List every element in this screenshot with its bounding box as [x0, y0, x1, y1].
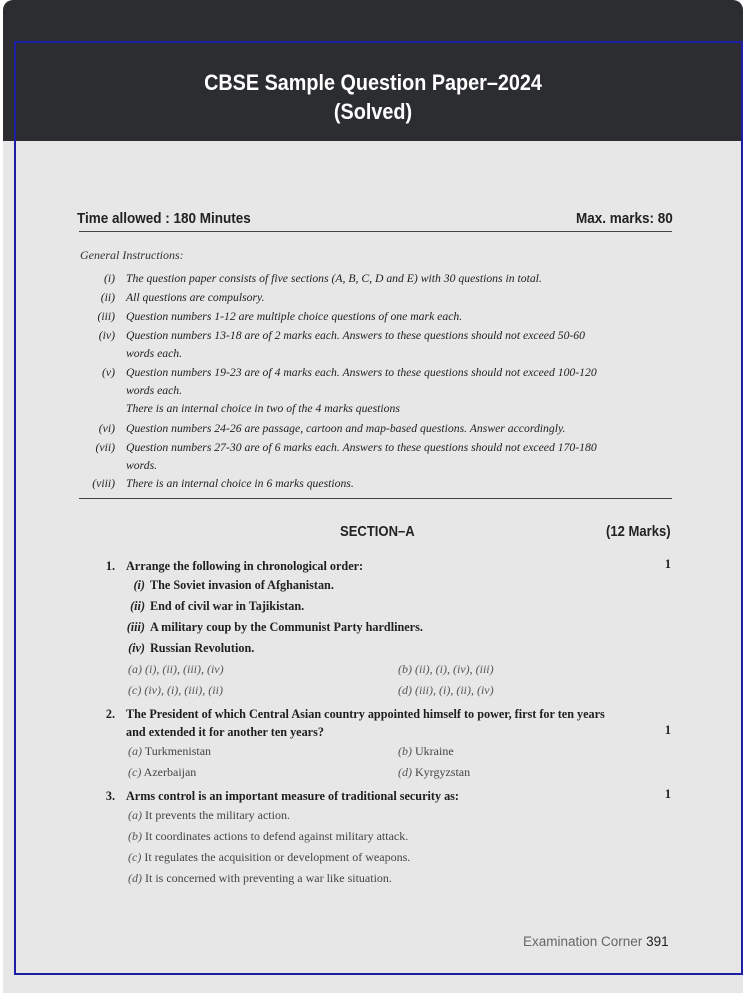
max-marks: Max. marks: 80 [576, 210, 673, 227]
page-title [40, 68, 706, 126]
instruction-item [79, 420, 673, 438]
q1-opt-a: (i), (ii), (iii), (iv) [145, 662, 224, 676]
q1-item-1-num: (i) [133, 578, 145, 592]
q2-opt-d: Kyrgyzstan [415, 765, 471, 779]
page-footer [523, 934, 669, 949]
general-instructions-label: General Instructions: [80, 248, 184, 262]
q1-mark: 1 [664, 557, 671, 571]
page-number: 391 [646, 934, 669, 949]
q2-line-1: The President of which Central Asian country appointed himself to power, first for ten years [126, 707, 605, 721]
instruction-item [79, 439, 673, 475]
instruction-item [79, 475, 673, 493]
q2-mark: 1 [664, 723, 671, 737]
instruction-item [79, 364, 673, 418]
q3-opt-b-label: (b) [128, 829, 142, 843]
q1-number: 1. [105, 559, 115, 573]
instruction-number: (viii) [92, 477, 115, 490]
q3-opt-a-label: (a) [128, 808, 142, 822]
q2-opt-a-label: (a) [128, 744, 142, 758]
instruction-text: words. [126, 459, 158, 472]
q3-text: Arms control is an important measure of traditional security as: [126, 789, 459, 803]
instruction-text: Question numbers 19-23 are of 4 marks each. Answers to these questions should not exceed 100-120 [126, 366, 597, 379]
instruction-number: (v) [102, 366, 115, 379]
q3-opt-c-label: (c) [128, 850, 142, 864]
section-title: SECTION–A [340, 524, 415, 540]
q1-opt-c-label: (c) [128, 683, 142, 697]
bottom-rule [79, 498, 672, 499]
q2-opt-d-label: (d) [398, 765, 412, 779]
instruction-text: Question numbers 24-26 are passage, cartoon and map-based questions. Answer accordingly. [126, 422, 566, 435]
q1-item-4-num: (iv) [128, 641, 145, 655]
instruction-number: (i) [103, 272, 115, 285]
q1-item-2-num: (ii) [130, 599, 145, 613]
q1-opt-a-label: (a) [128, 662, 142, 676]
q2-number: 2. [105, 707, 115, 721]
q1-item-2: End of civil war in Tajikistan. [150, 599, 305, 613]
instruction-text: words each. [126, 347, 183, 360]
instruction-item [79, 270, 673, 288]
q2-opt-a: Turkmenistan [144, 744, 212, 758]
instruction-item [79, 327, 673, 363]
instruction-item [79, 308, 673, 326]
q1-item-1: The Soviet invasion of Afghanistan. [150, 578, 334, 592]
q1-opt-b: (ii), (i), (iv), (iii) [415, 662, 494, 676]
time-allowed: Time allowed : 180 Minutes [77, 210, 251, 227]
instruction-text: words each. [126, 384, 183, 397]
footer-label: Examination Corner [523, 934, 643, 949]
q3-mark: 1 [664, 787, 671, 801]
instruction-item [79, 289, 673, 307]
top-rule [79, 231, 672, 232]
instruction-text: Question numbers 27-30 are of 6 marks each. Answers to these questions should not exceed 170-180 [126, 441, 597, 454]
q1-item-4: Russian Revolution. [150, 641, 255, 655]
q1-item-3-num: (iii) [126, 620, 145, 634]
instruction-number: (vii) [95, 441, 115, 454]
q3-opt-c: It regulates the acquisition or development of weapons. [144, 850, 411, 864]
q1-opt-d-label: (d) [398, 683, 412, 697]
q3-opt-d: It is concerned with preventing a war like situation. [145, 871, 392, 885]
title-line-1: CBSE Sample Question Paper–2024 [204, 70, 542, 95]
q2-opt-b-label: (b) [398, 744, 412, 758]
instruction-number: (ii) [100, 291, 115, 304]
q3-opt-d-label: (d) [128, 871, 142, 885]
instruction-text: All questions are compulsory. [126, 291, 265, 304]
q3-opt-b: It coordinates actions to defend against military attack. [145, 829, 409, 843]
instruction-text: The question paper consists of five sections (A, B, C, D and E) with 30 questions in total. [126, 272, 542, 285]
instruction-text: There is an internal choice in two of the 4 marks questions [126, 402, 400, 415]
q3-opt-a: It prevents the military action. [145, 808, 290, 822]
instruction-text: Question numbers 1-12 are multiple choice questions of one mark each. [126, 310, 463, 323]
q2-opt-c: Azerbaijan [143, 765, 197, 779]
q1-text: Arrange the following in chronological order: [126, 559, 364, 573]
instruction-text: There is an internal choice in 6 marks questions. [126, 477, 354, 490]
q1-item-3: A military coup by the Communist Party hardliners. [150, 620, 423, 634]
q2-opt-c-label: (c) [128, 765, 142, 779]
q2-line-2: and extended it for another ten years? [126, 725, 324, 739]
instruction-number: (iii) [97, 310, 115, 323]
q1-opt-d: (iii), (i), (ii), (iv) [415, 683, 494, 697]
q3-number: 3. [105, 789, 115, 803]
instruction-number: (vi) [98, 422, 115, 435]
q2-opt-b: Ukraine [415, 744, 454, 758]
page [3, 0, 743, 993]
section-marks: (12 Marks) [606, 524, 671, 540]
q1-opt-c: (iv), (i), (iii), (ii) [144, 683, 223, 697]
instruction-number: (iv) [98, 329, 115, 342]
q1-opt-b-label: (b) [398, 662, 412, 676]
title-line-2: (Solved) [333, 99, 413, 124]
instruction-text: Question numbers 13-18 are of 2 marks each. Answers to these questions should not exceed 50-60 [126, 329, 585, 342]
